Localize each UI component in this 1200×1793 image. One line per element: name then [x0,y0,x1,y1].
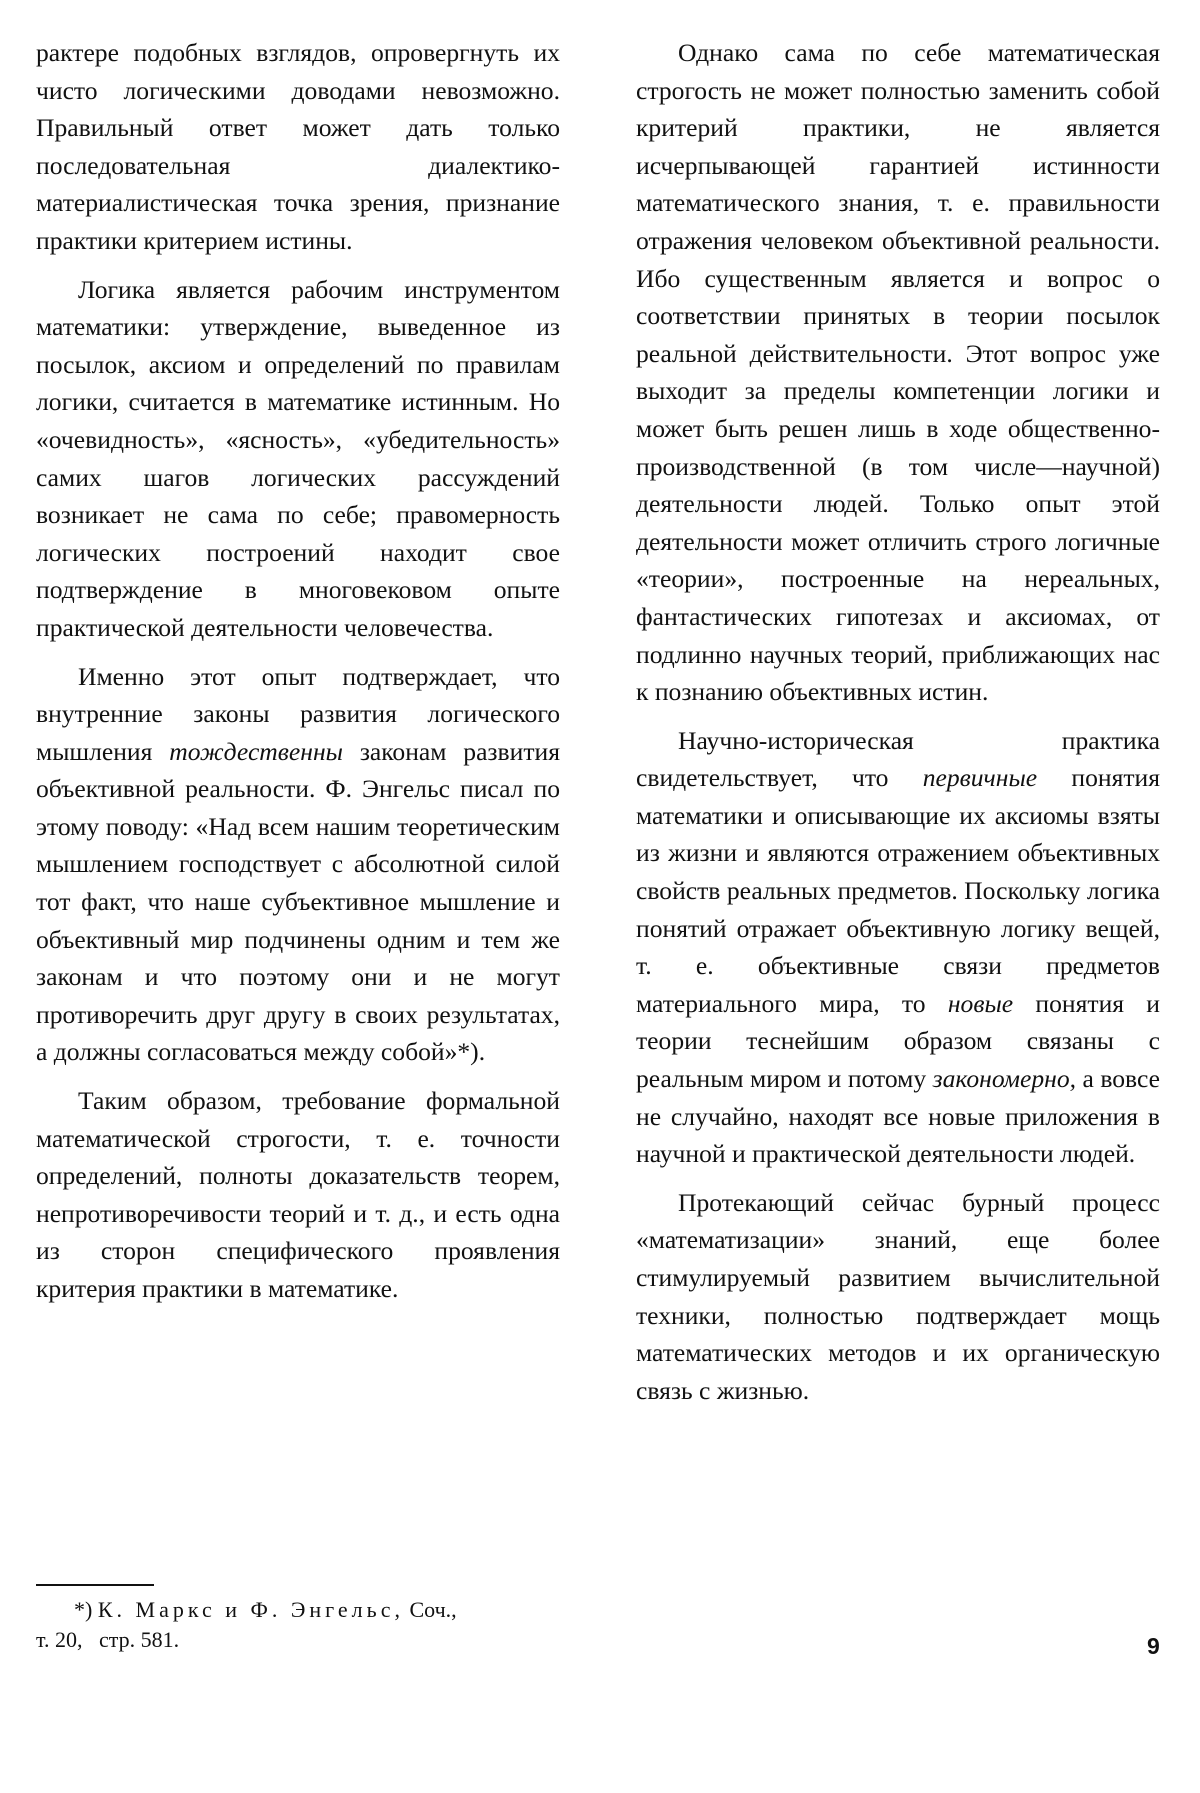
footnote-divider [36,1584,154,1586]
text-run: Научно-историческая практика свидетельствует, что [636,725,1160,793]
text-run: а вовсе не случайно, находят все новые приложения в научной и практической деятельности людей. [636,1064,1160,1169]
footnote [36,1595,576,1655]
paragraph: рактере подобных взглядов, опровергнуть их чисто логическими доводами невозможно. Правильный ответ может дать только последовательная диалектико-материалистическая точка зрения, признание практики критерием истины. [36,38,560,255]
emphasis: первичные [922,763,1038,793]
right-column [636,34,1160,1420]
footnote-volume: т. 20, [36,1627,83,1652]
paragraph [36,658,560,1072]
footnote-line [36,1595,576,1625]
text-run: понятия математики и описывающие их аксиомы взяты из жизни и являются отражением объективных свойств реальных предметов. Поскольку логика понятий отражает объективную логику вещей, т. е. объективные связи предметов материального мира, то [636,763,1160,1018]
text-run: законам развития объективной реальности. Ф. Энгельс писал по этому поводу: «Над всем нашим теоретическим мышлением господствует с абсолютной силой тот факт, что наше субъективное мышление и объективный мир подчинены одним и тем же законам и что поэтому они и не могут противоречить друг другу в своих результатах, а должны согласоваться между собой»*). [36,736,560,1067]
text-run: понятия и теории теснейшим образом связаны с реальным миром и потому [636,988,1161,1094]
paragraph: Протекающий сейчас бурный процесс «математизации» знаний, еще более стимулируемый развитием вычислительной техники, полностью подтверждает мощь математических методов и их органическую связь с жизнью. [636,1187,1160,1405]
footnote-authors: К. Маркс и Ф. Энгельс, [97,1597,404,1622]
left-column [36,34,560,1319]
footnote-marker: *) [74,1597,93,1622]
emphasis: тождественны [169,736,343,766]
paragraph: Однако сама по себе математическая строгость не может полностью заменить собой критерий практики, не является исчерпывающей гарантией истинности математического знания, т. е. правильности отражения человеком объективной реальности. Ибо существенным является и вопрос о соответствии принятых в теории посылок реальной действительности. Этот вопрос уже выходит за пределы компетенции логики и может быть решен лишь в ходе общественно-производственной (в том числе—научной) деятельности людей. Только опыт этой деятельности может отличить строго логичные «теории», построенные на нереальных, фантастических гипотезах и аксиомах, от подлинно научных теорий, приближающих нас к познанию объективных истин. [636,38,1160,707]
page-number: 9 [1147,1633,1160,1659]
paragraph [636,722,1160,1173]
emphasis: закономерно, [932,1064,1077,1094]
text-run: Именно этот опыт подтверждает, что внутренние законы развития логического мышления [36,661,560,766]
paragraph: Таким образом, требование формальной математической строгости, т. е. точности определений, полноты доказательств теорем, непротиворечивости теорий и т. д., и есть одна из сторон специфического проявления критерия практики в математике. [36,1086,560,1303]
footnote-source: Соч., [409,1597,457,1622]
footnote-page: стр. 581. [98,1627,180,1652]
emphasis: новые [947,988,1014,1018]
paragraph: Логика является рабочим инструментом математики: утверждение, выведенное из посылок, аксиом и определений по правилам логики, считается в математике истинным. Но «очевидность», «ясность», «убедительность» самих шагов логических рассуждений возникает не сама по себе; правомерность логических построений находит свое подтверждение в многовековом опыте практической деятельности человечества. [36,274,560,642]
